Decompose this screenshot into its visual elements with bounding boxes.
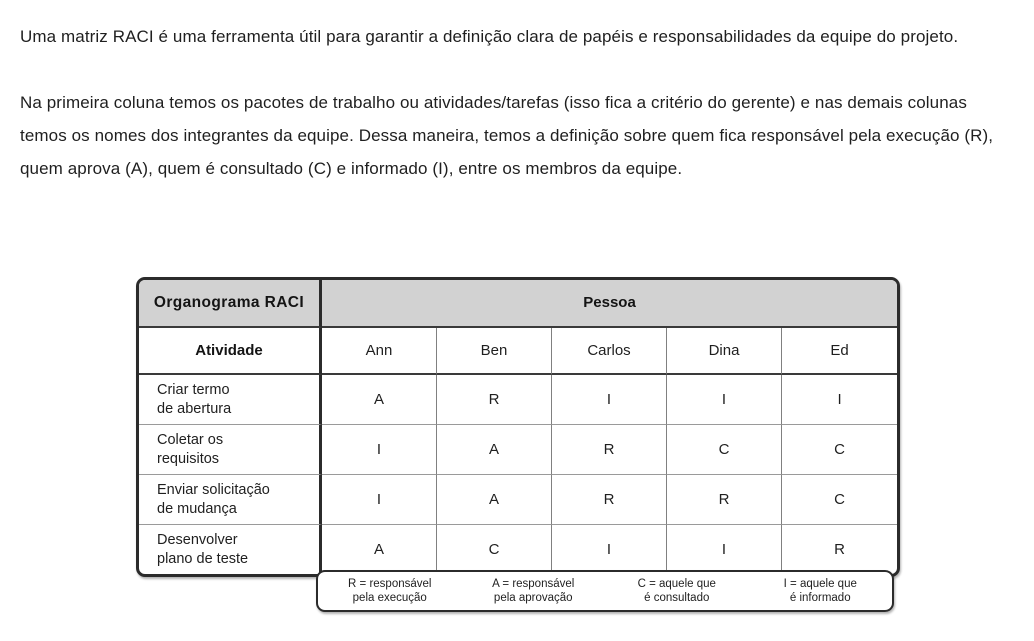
article-body: [20, 20, 1012, 185]
raci-matrix-figure: [136, 277, 896, 577]
paragraph-intro: Uma matriz RACI é uma ferramenta útil para garantir a definição clara de papéis e responsabilidades da equipe do projeto.: [20, 27, 959, 46]
legend-item-accountable: A = responsável pela aprovação: [492, 578, 575, 604]
table-row: [139, 425, 897, 475]
raci-legend: [316, 570, 894, 612]
table-row: [139, 525, 897, 574]
task-label: Enviar solicitação de mudança: [139, 475, 322, 525]
raci-cell: A: [437, 425, 552, 475]
raci-cell: A: [322, 525, 437, 574]
raci-table: [136, 277, 900, 577]
header-organograma-raci: Organograma RACI: [139, 280, 322, 328]
raci-cell: R: [552, 475, 667, 525]
raci-cell: R: [834, 541, 845, 558]
raci-cell: I: [782, 375, 897, 425]
raci-cell: I: [667, 525, 782, 574]
raci-cell: I: [322, 475, 437, 525]
legend-item-responsible: R = responsável pela execução: [348, 578, 432, 604]
raci-cell: C: [782, 425, 897, 475]
raci-cell: I: [322, 425, 437, 475]
raci-cell: C: [782, 475, 897, 525]
header-person-carlos: Carlos: [552, 328, 667, 375]
raci-cell: R: [552, 425, 667, 475]
raci-cell: R: [667, 475, 782, 525]
raci-cell: A: [437, 475, 552, 525]
task-label: Desenvolver plano de teste: [139, 525, 322, 574]
task-label: Criar termo de abertura: [139, 375, 322, 425]
raci-cell: A: [322, 375, 437, 425]
raci-cell: R: [437, 375, 552, 425]
raci-cell: C: [437, 525, 552, 574]
table-header-row-group: [139, 280, 897, 328]
raci-cell: C: [667, 425, 782, 475]
table-row: [139, 475, 897, 525]
legend-item-informed: I = aquele que é informado: [783, 578, 857, 604]
header-atividade: Atividade: [139, 328, 322, 375]
task-label: Coletar os requisitos: [139, 425, 322, 475]
raci-cell: I: [667, 375, 782, 425]
header-pessoa: Pessoa: [322, 280, 897, 328]
raci-cell: I: [552, 525, 667, 574]
header-person-ann: Ann: [322, 328, 437, 375]
table-row: [139, 375, 897, 425]
raci-cell: I: [552, 375, 667, 425]
paragraph-explanation: Na primeira coluna temos os pacotes de trabalho ou atividades/tarefas (isso fica a critério do gerente) e nas demais colunas temos os nomes dos integrantes da equipe. Dessa maneira, temos a definição sobre quem fica responsável pela execução (R), quem aprova (A), quem é consultado (C) e informado (I), entre os membros da equipe.: [20, 93, 994, 178]
header-person-dina: Dina: [667, 328, 782, 375]
table-header-row-names: [139, 328, 897, 375]
header-person-ed: Ed: [782, 328, 897, 375]
header-person-ben: Ben: [437, 328, 552, 375]
legend-item-consulted: C = aquele que é consultado: [637, 578, 716, 604]
